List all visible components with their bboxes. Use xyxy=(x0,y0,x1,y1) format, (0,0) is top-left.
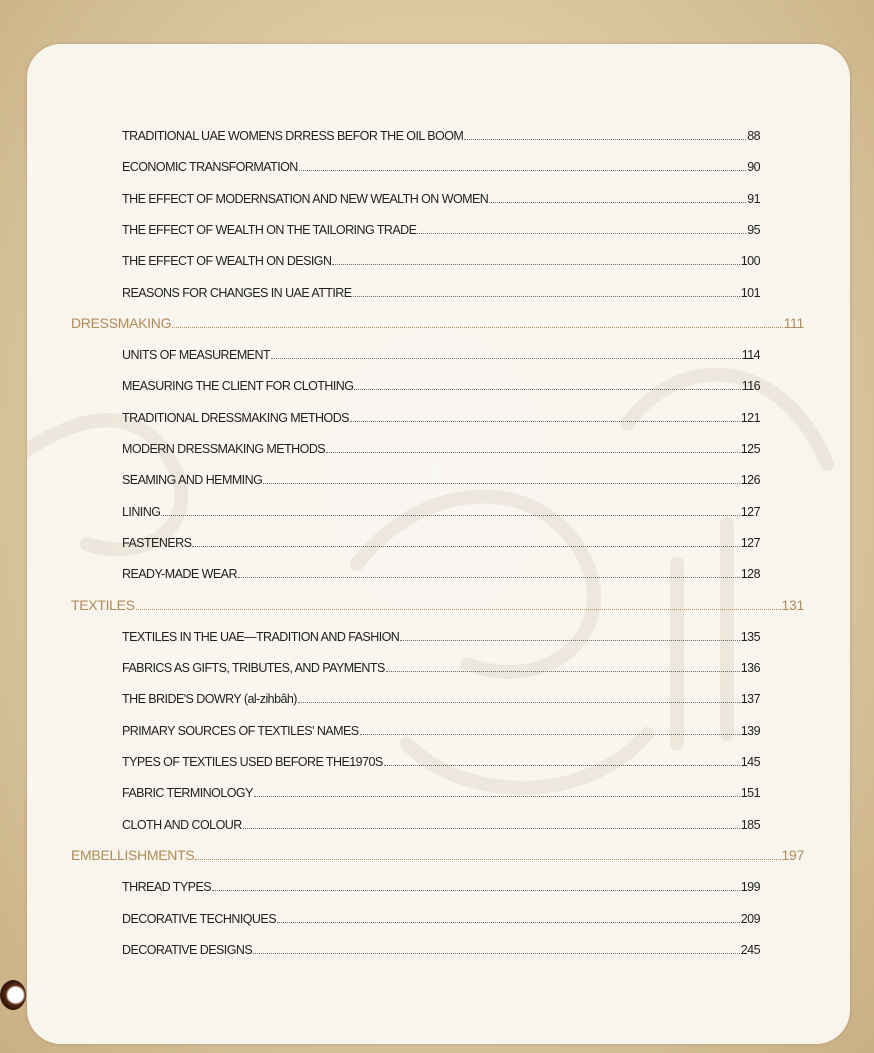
toc-page-number: 185 xyxy=(740,818,760,832)
toc-entry[interactable] xyxy=(122,692,760,706)
toc-section-title: DRESSMAKING xyxy=(71,315,172,331)
toc-entry-title: THE BRIDE'S DOWRY (al-zihbâh) xyxy=(122,692,297,706)
toc-section[interactable] xyxy=(71,597,804,613)
toc-section-title: TEXTILES xyxy=(71,597,135,613)
toc-entry-title: PRIMARY SOURCES OF TEXTILES' NAMES xyxy=(122,724,359,738)
toc-page-number: 126 xyxy=(740,473,760,487)
toc-entry[interactable] xyxy=(122,818,760,832)
toc-page-number: 91 xyxy=(747,192,760,206)
toc-entry[interactable] xyxy=(122,223,760,237)
toc-page-number: 245 xyxy=(740,943,760,957)
toc-page-number: 101 xyxy=(740,286,760,300)
toc-entry-title: THREAD TYPES xyxy=(122,880,212,894)
toc-page-number: 137 xyxy=(740,692,760,706)
dot-leader xyxy=(195,859,780,860)
toc-entry-title: DECORATIVE DESIGNS xyxy=(122,943,253,957)
toc-entry-title: TRADITIONAL DRESSMAKING METHODS xyxy=(122,411,349,425)
toc-entry-title: FABRIC TERMINOLOGY xyxy=(122,786,253,800)
dot-leader xyxy=(253,953,740,954)
toc-page-number: 127 xyxy=(740,505,760,519)
dot-leader xyxy=(254,796,740,797)
toc-page-number: 128 xyxy=(740,567,760,581)
toc-entry-title: REASONS FOR CHANGES IN UAE ATTIRE xyxy=(122,286,352,300)
dot-leader xyxy=(354,389,740,390)
dot-leader xyxy=(400,640,740,641)
toc-entry[interactable] xyxy=(122,880,760,894)
toc-page-number: 127 xyxy=(740,536,760,550)
dot-leader xyxy=(386,671,740,672)
toc-entry[interactable] xyxy=(122,786,760,800)
dot-leader xyxy=(238,577,740,578)
toc-entry[interactable] xyxy=(122,254,760,268)
dot-leader xyxy=(263,483,740,484)
dot-leader xyxy=(271,358,741,359)
dot-leader xyxy=(192,546,739,547)
toc-page-number: 199 xyxy=(740,880,760,894)
toc-entry[interactable] xyxy=(122,912,760,926)
toc-entry[interactable] xyxy=(122,160,760,174)
toc-page-number: 136 xyxy=(740,661,760,675)
toc-entry[interactable] xyxy=(122,943,760,957)
toc-entry[interactable] xyxy=(122,505,760,519)
toc-entry[interactable] xyxy=(122,192,760,206)
dot-leader xyxy=(360,734,740,735)
toc-page-number: 209 xyxy=(740,912,760,926)
dot-leader xyxy=(212,890,740,891)
toc-page-number: 88 xyxy=(747,129,760,143)
toc-page-number: 151 xyxy=(740,786,760,800)
dot-leader xyxy=(277,922,740,923)
toc-entry-title: MODERN DRESSMAKING METHODS xyxy=(122,442,326,456)
toc-entry[interactable] xyxy=(122,473,760,487)
toc-page-number: 139 xyxy=(740,724,760,738)
toc-entry-title: SEAMING AND HEMMING xyxy=(122,473,263,487)
toc-entry-title: LINING xyxy=(122,505,161,519)
toc-section[interactable] xyxy=(71,847,804,863)
toc-entry-title: READY-MADE WEAR xyxy=(122,567,237,581)
toc-entry-title: THE EFFECT OF WEALTH ON DESIGN xyxy=(122,254,332,268)
toc-entry-title: CLOTH AND COLOUR xyxy=(122,818,242,832)
toc-page-number: 95 xyxy=(747,223,760,237)
toc-page-number: 100 xyxy=(740,254,760,268)
toc-section-title: EMBELLISHMENTS xyxy=(71,847,195,863)
toc-entry[interactable] xyxy=(122,442,760,456)
toc-entry-title: TEXTILES IN THE UAE—TRADITION AND FASHION xyxy=(122,630,400,644)
dot-leader xyxy=(353,296,740,297)
dot-leader xyxy=(332,264,739,265)
toc-entry[interactable] xyxy=(122,411,760,425)
toc-entry-title: TYPES OF TEXTILES USED BEFORE THE1970S xyxy=(122,755,383,769)
toc-entry-title: MEASURING THE CLIENT FOR CLOTHING xyxy=(122,379,354,393)
toc-entry-title: FABRICS AS GIFTS, TRIBUTES, AND PAYMENTS xyxy=(122,661,385,675)
toc-entry[interactable] xyxy=(122,286,760,300)
toc-entry-title: UNITS OF MEASUREMENT xyxy=(122,348,271,362)
toc-page-number: 131 xyxy=(781,597,804,613)
dot-leader xyxy=(172,327,782,328)
dot-leader xyxy=(299,170,746,171)
toc-entry[interactable] xyxy=(122,348,760,362)
toc-page-number: 125 xyxy=(740,442,760,456)
toc-entry-title: THE EFFECT OF WEALTH ON THE TAILORING TRADE xyxy=(122,223,417,237)
toc-entry-title: THE EFFECT OF MODERNSATION AND NEW WEALTH ON WOMEN xyxy=(122,192,489,206)
dot-leader xyxy=(384,765,740,766)
toc-entry[interactable] xyxy=(122,536,760,550)
toc-page-number: 135 xyxy=(740,630,760,644)
toc-page-number: 111 xyxy=(783,315,804,331)
dot-leader xyxy=(417,233,746,234)
toc-entry-title: ECONOMIC TRANSFORMATION xyxy=(122,160,298,174)
toc-page-number: 114 xyxy=(741,348,760,362)
dot-leader xyxy=(243,828,740,829)
toc-entry-title: FASTENERS xyxy=(122,536,192,550)
dot-leader xyxy=(350,421,740,422)
toc-entry-title: DECORATIVE TECHNIQUES xyxy=(122,912,276,926)
toc-section[interactable] xyxy=(71,315,804,331)
dot-leader xyxy=(326,452,740,453)
dot-leader xyxy=(464,139,746,140)
toc-entry[interactable] xyxy=(122,379,760,393)
dot-leader xyxy=(298,702,740,703)
toc-page-number: 90 xyxy=(747,160,760,174)
toc-entry-title: TRADITIONAL UAE WOMENS DRRESS BEFOR THE OIL BOOM xyxy=(122,129,464,143)
dot-leader xyxy=(136,609,781,610)
toc-page-number: 145 xyxy=(740,755,760,769)
toc-page-number: 197 xyxy=(781,847,804,863)
dot-leader xyxy=(489,202,746,203)
toc-page-number: 116 xyxy=(741,379,760,393)
toc-entry[interactable] xyxy=(122,755,760,769)
toc-entry[interactable] xyxy=(122,724,760,738)
toc-entry[interactable] xyxy=(122,661,760,675)
dot-leader xyxy=(161,515,739,516)
toc-entry[interactable] xyxy=(122,567,760,581)
toc-page-number: 121 xyxy=(740,411,760,425)
toc-entry[interactable] xyxy=(122,630,760,644)
toc-entry[interactable] xyxy=(122,129,760,143)
